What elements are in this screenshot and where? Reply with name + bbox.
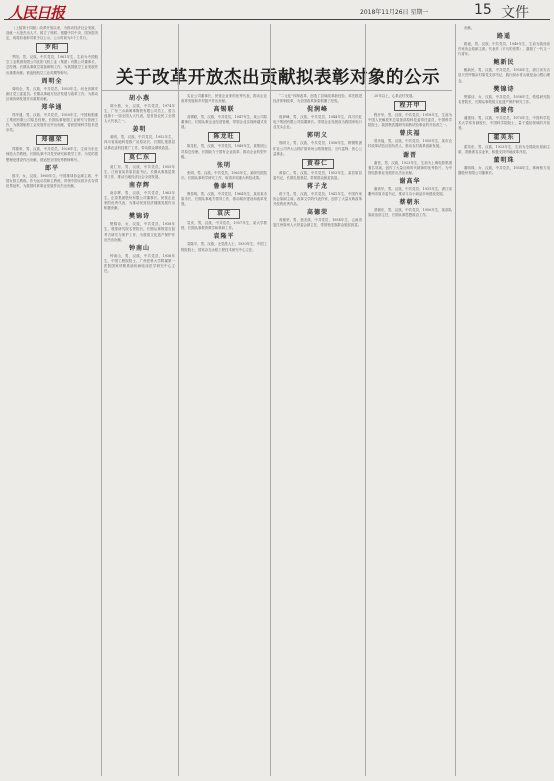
honoree-name: 高锡联 — [213, 106, 235, 114]
column-divider — [101, 24, 102, 776]
honoree-name: 蒋子龙 — [306, 182, 328, 190]
honoree-bio: （上接第十四版）改革开放以来，为推动经济社会发展，造就一大批杰出人才，树立了榜样。根据中共中央、国务院决定，现将拟表彰对象予以公示。公示时间为5个工作日。 — [6, 26, 98, 41]
honoree-bio: 钟南山，男，汉族，中共党员，1936年生，中国工程院院士，广州医科大学附属第一医院国家呼吸系统疾病临床医学研究中心主任。 — [104, 253, 175, 273]
honoree-bio: 姜明，男，汉族，中共党员，1952年生，四川省某地科技推广站原站长，长期扎根基层从事农业科技推广工作，带动群众增收致富。 — [104, 135, 175, 150]
honoree-bio: 潘建伟，男，汉族，中共党员，1970年生，中国科学技术大学常务副校长，中国科学院院士，量子通信领域的开拓者。 — [458, 115, 550, 131]
honoree-name: 谢高华 — [399, 177, 421, 185]
honoree-name: 郎平 — [44, 164, 59, 172]
column-divider — [270, 24, 271, 776]
honoree-bio: 郑德荣，男，汉族，中共党员，1926年生，生前为东北师范大学教授。长期从事中共党史研究和教学工作，为党的思想理论建设作出贡献。被追授全国优秀教师称号。 — [6, 147, 98, 162]
honoree-bio: 20年以上，心系农村发展。 — [374, 94, 416, 98]
honoree-bio: 蒋子龙，男，汉族，中共党员，1941年生，中国作家协会原副主席。改革文学的代表作家，创作了大量反映改革开放的优秀作品。 — [273, 191, 362, 207]
honoree-name: 董明珠 — [493, 157, 515, 165]
newspaper-logo: 人民日报 — [8, 4, 65, 22]
honoree-bio: 谢晋，男，汉族，1923年生，生前为上海电影集团著名导演。创作了大量反映时代精神的优秀影片，为中国电影事业发展作出杰出贡献。 — [368, 160, 452, 175]
honoree-name: 莫仁东 — [124, 153, 156, 163]
honoree-bio: 高德荣，男，独龙族，中共党员，1954年生，云南省怒江州原州人大常委会副主任，带领独龙族群众脱贫致富。 — [273, 218, 362, 228]
honoree-bio: 樊锦诗，女，汉族，中共党员，1938年生，敦煌研究院名誉院长。长期从事敦煌石窟考古研究与保护工作，为敦煌文化遗产保护作出杰出贡献。 — [104, 222, 175, 242]
honoree-name: 蔡朝东 — [399, 199, 421, 207]
article-column-3 — [181, 94, 267, 776]
article-column-4 — [273, 94, 362, 776]
honoree-name: 霍英东 — [488, 133, 520, 143]
honoree-bio: 南存辉，男，汉族，中共党员，1963年生，正泰集团股份有限公司董事长。民营企业家的优秀代表，为推动民营经济健康发展作出积极贡献。 — [104, 190, 175, 211]
honoree-name: 郑华通 — [41, 103, 63, 111]
masthead — [4, 2, 550, 20]
honoree-name: 陈龙旺 — [208, 132, 240, 142]
honoree-bio: “二元化”体制改革，创造了县域改革新经验，率先推进经济体制改革，为全国改革探索积累了经验。 — [273, 94, 362, 104]
honoree-name: 潘建伟 — [493, 106, 515, 114]
honoree-name: 袁庆 — [208, 209, 240, 219]
column-divider — [178, 24, 179, 776]
honoree-bio: 袁庆，男，汉族，中共党员，1957年生，某大学教授，长期从事教育教学和科研工作。 — [181, 221, 267, 231]
honoree-bio: 路遥，男，汉族，中共党员，1949年生，生前为陕西省作家协会原副主席。代表作《平凡的世界》，激励了一代又一代青年。 — [458, 42, 550, 57]
honoree-name: 曾庆福 — [399, 130, 421, 138]
honoree-name: 南存辉 — [128, 181, 150, 189]
honoree-bio: 樊锦诗，女，汉族，中共党员，1938年生，敦煌研究院名誉院长，长期从事敦煌文化遗产保护研究工作。 — [458, 94, 550, 104]
honoree-bio: 黄春仁，男，汉族，中共党员，1953年生，某县原县委书记，长期扎根基层，带领群众脱贫致富。 — [273, 170, 362, 180]
honoree-name: 胡小燕 — [128, 95, 150, 102]
honoree-bio: 贡献。 — [464, 26, 475, 30]
honoree-bio: 郭明义，男，汉族，中共党员，1958年生，鞍钢集团矿业公司齐大山铁矿原采场公路管理员。当代雷锋，热心公益事业。 — [273, 141, 362, 156]
honoree-bio: 谢高华，男，汉族，中共党员，1931年生，浙江省衢州市原市委书记，推动义乌小商品市场建设发展。 — [368, 186, 452, 196]
honoree-bio: 程开甲，男，汉族，中共党员，1918年生，生前为中国人民解放军总装备部原科技委常任委员，中国科学院院士。我国核武器研究和核试验事业的开拓者之一。 — [368, 113, 452, 128]
honoree-bio: 周明全，男，汉族，中共党员，1953年生，河北省雄安新区党工委委员。长期从事地方经济发展与改革工作，为推动区域协调发展作出重要贡献。 — [6, 86, 98, 101]
honoree-name: 樊锦诗 — [493, 85, 515, 93]
honoree-name: 程开甲 — [394, 101, 426, 111]
page-number: 15 — [474, 2, 492, 18]
honoree-name: 黄春仁 — [302, 159, 334, 169]
honoree-bio: 董明珠，女，汉族，中共党员，1954年生，珠海格力电器股份有限公司董事长。 — [458, 166, 550, 176]
honoree-name: 郭明义 — [306, 132, 328, 140]
honoree-bio: 鲍新民，男，汉族，中共党员，1958年生，浙江省安吉县天荒坪镇余村原党支部书记，践行绿水青山就是金山银山理念。 — [458, 68, 550, 83]
honoree-bio: 鲁泰明，男，汉族，中共党员，1964年生，某省某市原市长，长期从事地方领导工作，推动城市建设和改革发展。 — [181, 191, 267, 207]
honoree-name: 路遥 — [496, 33, 511, 41]
honoree-bio: 高锡联，男，汉族，中共党员，1947年生，某公司原董事长。长期从事企业经营管理，带领企业实现跨越式发展。 — [181, 115, 267, 130]
honoree-bio: 实业公司董事长，民营企业家的优秀代表，推动企业改革发展和乡村振兴作出贡献。 — [181, 94, 267, 104]
honoree-bio: 蔡朝东，男，汉族，中共党员，1950年生，某部队原政治部主任，长期从事思想政治工作。 — [368, 208, 452, 218]
honoree-bio: 罗阳，男，汉族，中共党员，1961年生，生前为中国航空工业集团有限公司沈阳飞机工业（集团）有限公司董事长、总经理。长期从事航空装备研制工作，为我国航空工业发展作出重要贡献。被追授航空工业英模等称号。 — [6, 55, 98, 75]
article-column-6 — [458, 26, 550, 776]
honoree-bio: 莫仁东，男，汉族，中共党员，1955年生，江西省某县原县委书记。长期从事基层领导工作，推动当地经济社会全面发展。 — [104, 164, 175, 179]
honoree-bio: 郑华通，男，汉族，中共党员，1950年生，中国船舶重工集团有限公司原总经理。长期从事船舶工业研究与管理工作，为我国船舶工业发展作出突出贡献，曾获国家科学技术进步奖。 — [6, 112, 98, 133]
article-column-1 — [6, 26, 98, 776]
honoree-name: 周明全 — [41, 77, 63, 85]
honoree-name: 鲍新民 — [493, 59, 515, 67]
honoree-bio: 倪润峰，男，汉族，中共党员，1944年生，四川长虹电子集团有限公司原董事长。带领企业发展成为我国家电行业龙头企业。 — [273, 115, 362, 130]
column-divider — [365, 24, 366, 776]
headline-rule — [102, 90, 452, 91]
honoree-bio: 袁隆平，男，汉族，无党派人士，1930年生，中国工程院院士，国家杂交水稻工程技术研究中心主任。 — [181, 242, 267, 252]
honoree-name: 高德荣 — [306, 209, 328, 217]
honoree-name: 樊锦诗 — [128, 213, 150, 221]
honoree-bio: 胡小燕，女，汉族，中共党员，1974年生，广东三水新明珠陶瓷有限公司员工，曾当选第十一届全国人大代表，是首批农民工全国人大代表之一。 — [104, 104, 175, 124]
honoree-bio: 陈龙旺，男，汉族，中共党员，1949年生，某集团公司原总经理。长期致力于国有企业改革，推动企业转型升级。 — [181, 144, 267, 159]
honoree-name: 倪润峰 — [306, 106, 328, 114]
article-column-5 — [368, 94, 452, 776]
honoree-name: 罗阳 — [36, 43, 68, 53]
honoree-name: 张明 — [216, 161, 231, 169]
honoree-name: 袁隆平 — [213, 233, 235, 241]
honoree-bio: 曾庆福，男，汉族，中共党员，1955年生，某市农村改革试验区原负责人，推动农村改革创新发展。 — [368, 139, 452, 149]
honoree-name: 姜明 — [132, 126, 147, 134]
section-name: 文件 — [501, 5, 529, 21]
honoree-bio: 郎平，女，汉族，1960年生，中国排球协会副主席，中国女排主教练。作为运动员和主教练，带领中国女排多次夺得世界冠军，为我国体育事业发展作出杰出贡献。 — [6, 173, 98, 188]
honoree-name: 郑德荣 — [36, 135, 68, 145]
honoree-bio: 张明，男，汉族，中共党员，1962年生，某研究院院长。长期从事科学研究工作，取得多项重大科技成果。 — [181, 170, 267, 180]
honoree-name: 钟南山 — [128, 244, 150, 252]
issue-date: 2018年11月26日 星期一 — [360, 9, 429, 16]
column-divider — [455, 24, 456, 776]
honoree-bio: 霍英东，男，汉族，1923年生，生前为全国政协原副主席，香港著名实业家，积极支持内地改革开放。 — [458, 145, 550, 155]
honoree-name: 谢晋 — [402, 151, 417, 159]
article-column-2 — [104, 94, 175, 776]
page-headline: 关于改革开放杰出贡献拟表彰对象的公示 — [116, 68, 440, 88]
honoree-name: 鲁泰明 — [213, 182, 235, 190]
